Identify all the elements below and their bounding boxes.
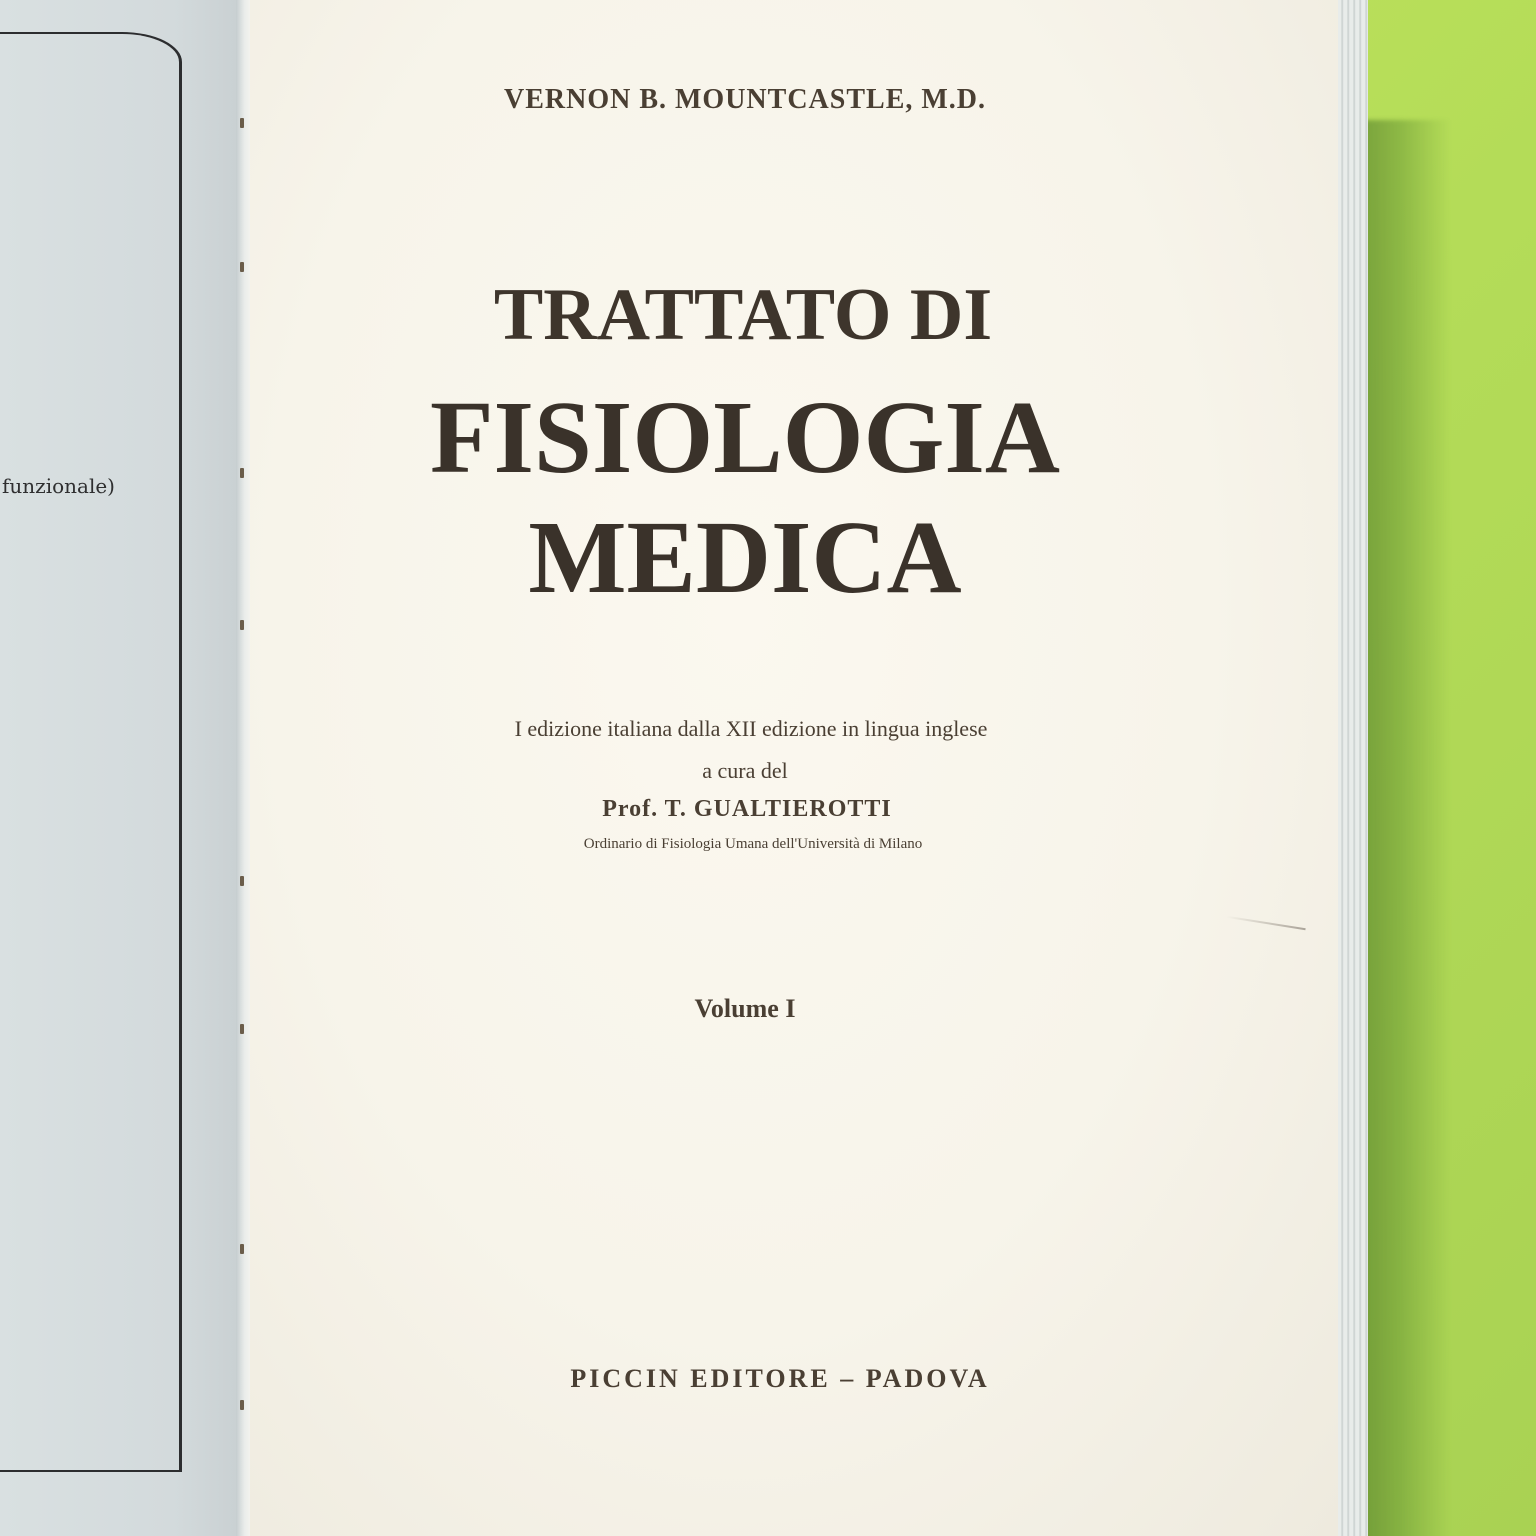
edition-note: I edizione italiana dalla XII edizione in lingua inglese [514, 716, 988, 741]
book-title-line-2: FISIOLOGIA [430, 380, 1060, 495]
binding-stitch [240, 1024, 244, 1034]
page-edges [1338, 0, 1368, 1536]
book-title-line-1: TRATTATO DI [493, 274, 993, 356]
author-name: VERNON B. MOUNTCASTLE, M.D. [503, 84, 987, 115]
binding-stitch [240, 118, 244, 128]
binding-stitch [240, 262, 244, 272]
binding-stitch [240, 1400, 244, 1410]
binding-stitch [240, 876, 244, 886]
editor-name: Prof. T. GUALTIEROTTI [602, 796, 892, 822]
volume-label: Volume I [694, 994, 796, 1023]
binding-stitch [240, 620, 244, 630]
left-page-text-fragment: funzionale) [2, 474, 115, 498]
book-title-line-3: MEDICA [528, 500, 962, 615]
editor-intro: a cura del [702, 758, 788, 783]
binding-stitch [240, 1244, 244, 1254]
publisher-imprint: PICCIN EDITORE – PADOVA [570, 1364, 990, 1393]
editor-affiliation: Ordinario di Fisiologia Umana dell'Università di Milano [583, 836, 923, 852]
left-page-frame [0, 32, 182, 1472]
